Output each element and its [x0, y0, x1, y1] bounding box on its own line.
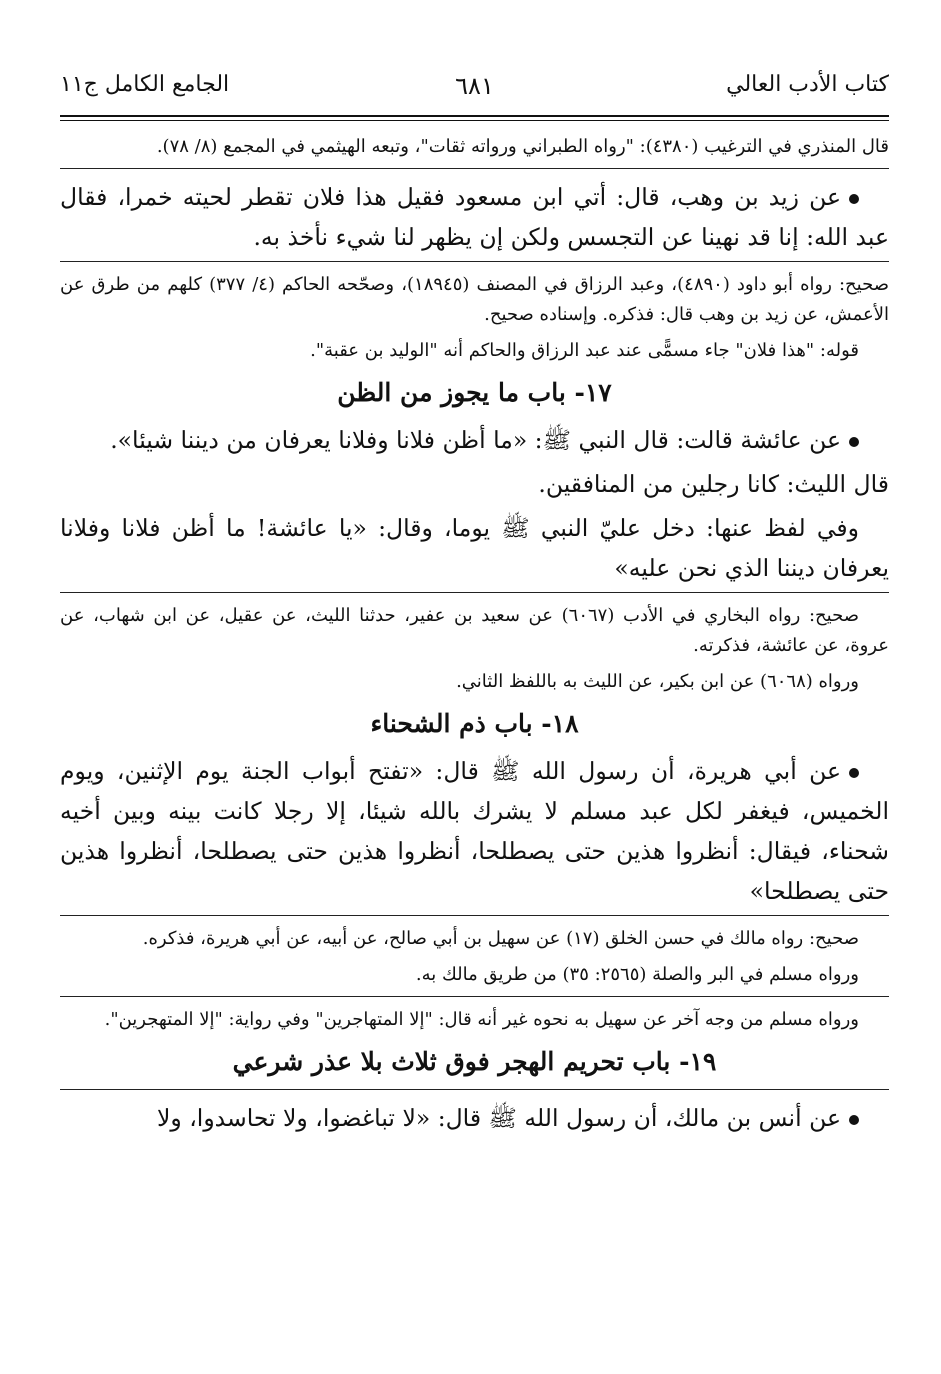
hadith-text: عن زيد بن وهب، قال: أتي ابن مسعود فقيل هذا فلان تقطر لحيته خمرا، فقال عبد الله: إنا قد نهينا عن التجسس ولكن إن يظهر لنا شيء نأخذ به.: [60, 183, 889, 251]
divider: [60, 1089, 889, 1090]
takhrij-paragraph: صحيح: رواه أبو داود (٤٨٩٠)، وعبد الرزاق في المصنف (١٨٩٤٥)، وصحّحه الحاكم (٤/ ٣٧٧) كلهم من طرق عن الأعمش، عن زيد بن وهب قال: فذكره. وإسناده صحيح.: [60, 274, 889, 325]
takhrij-paragraph: صحيح: رواه البخاري في الأدب (٦٠٦٧) عن سعيد بن عفير، حدثنا الليث، عن عقيل، عن ابن شهاب، عن عروة، عن عائشة، فذكرته.: [60, 605, 889, 656]
page-body: [60, 132, 889, 1142]
page-number: ٦٨١: [455, 72, 494, 100]
collection-title: الجامع الكامل ج١١: [60, 72, 230, 97]
header-rule: [60, 115, 889, 117]
hadith-text: عن أنس بن مالك، أن رسول الله ﷺ قال: «لا تباغضوا، ولا تحاسدوا، ولا: [156, 1104, 841, 1132]
chapter-heading: ١٧- باب ما يجوز من الظن: [337, 378, 612, 407]
takhrij-paragraph: ورواه (٦٠٦٨) عن ابن بكير، عن الليث به باللفظ الثاني.: [456, 671, 859, 692]
divider: [60, 915, 889, 916]
footnote-paragraph: قال المنذري في الترغيب (٤٣٨٠): "رواه الطبراني ورواته ثقات"، وتبعه الهيثمي في المجمع (٨/ ٧٨).: [156, 136, 889, 157]
hadith-text: عن عائشة قالت: قال النبي ﷺ: «ما أظن فلانا وفلانا يعرفان من ديننا شيئا».: [110, 426, 841, 454]
divider: [60, 592, 889, 593]
hadith-paragraph: وفي لفظ عنها: دخل عليّ النبي ﷺ يوما، وقال: «يا عائشة! ما أظن فلانا وفلانا يعرفان ديننا الذي نحن عليه»: [60, 514, 889, 582]
header-rule-thin: [60, 120, 889, 121]
takhrij-paragraph: ورواه مسلم من وجه آخر عن سهيل به نحوه غير أنه قال: "إلا المتهاجرين" وفي رواية: "إلا المتهجرين".: [104, 1009, 859, 1030]
chapter-heading: ١٩- باب تحريم الهجر فوق ثلاث بلا عذر شرعي: [232, 1047, 717, 1076]
takhrij-paragraph: ورواه مسلم في البر والصلة (٢٥٦٥: ٣٥) من طريق مالك به.: [415, 964, 859, 985]
hadith-paragraph: [60, 1098, 889, 1138]
takhrij-paragraph: صحيح: رواه مالك في حسن الخلق (١٧) عن سهيل بن أبي صالح، عن أبيه، عن أبي هريرة، فذكره.: [142, 928, 859, 949]
bullet-icon: [849, 194, 859, 204]
bullet-icon: [849, 1115, 859, 1125]
page-header: [60, 72, 889, 112]
hadith-paragraph: [60, 751, 889, 911]
chapter-heading: ١٨- باب ذم الشحناء: [370, 709, 579, 738]
bullet-icon: [849, 768, 859, 778]
hadith-text: عن أبي هريرة، أن رسول الله ﷺ قال: «تفتح أبواب الجنة يوم الإثنين، ويوم الخميس، فيغفر لكل عبد مسلم لا يشرك بالله شيئا، إلا رجلا كانت بينه وبين أخيه شحناء، فيقال: أنظروا هذين حتى يصطلحا، أنظروا هذين حتى يصطلحا، أنظروا هذين حتى يصطلحا»: [60, 757, 889, 905]
divider: [60, 996, 889, 997]
book-title: كتاب الأدب العالي: [726, 72, 889, 97]
hadith-paragraph: [60, 177, 889, 257]
hadith-paragraph: [60, 420, 889, 460]
divider: [60, 261, 889, 262]
divider: [60, 168, 889, 169]
takhrij-paragraph: قوله: "هذا فلان" جاء مسمًّى عند عبد الرزاق والحاكم أنه "الوليد بن عقبة".: [310, 340, 859, 361]
hadith-paragraph: قال الليث: كانا رجلين من المنافقين.: [538, 470, 889, 498]
bullet-icon: [849, 437, 859, 447]
